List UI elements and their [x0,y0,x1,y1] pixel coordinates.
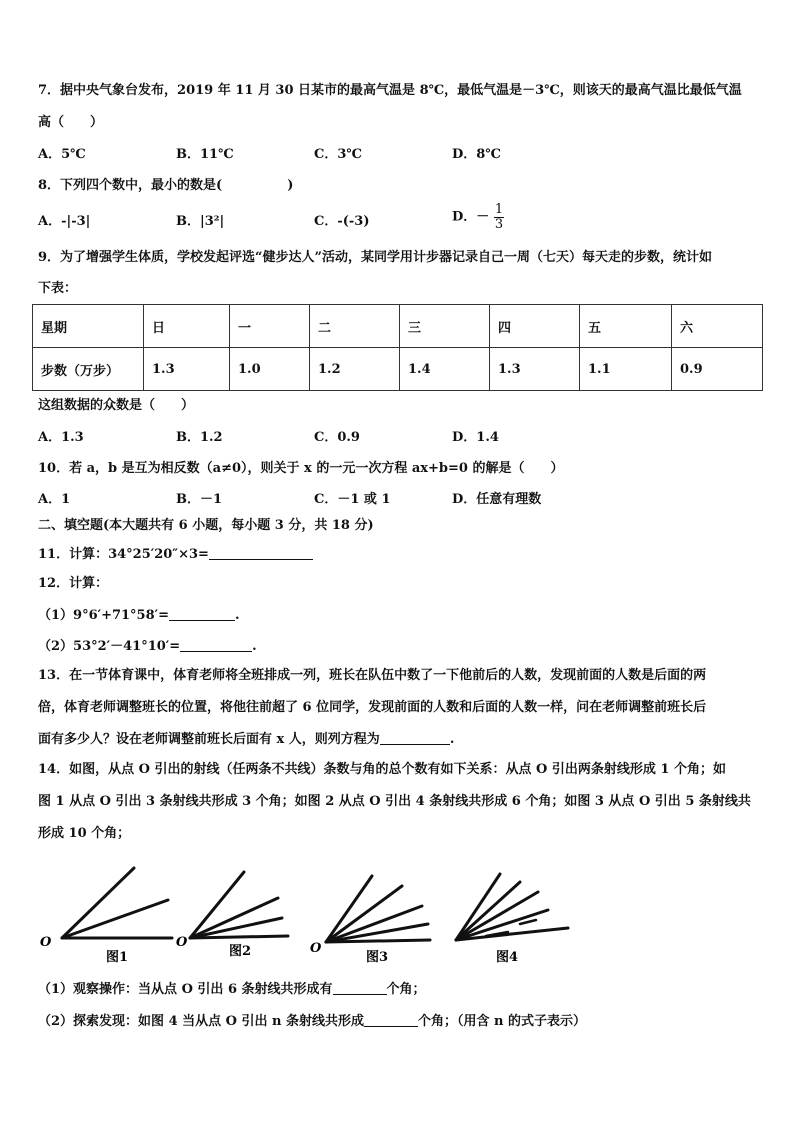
q7-option-b: B．11℃ [176,147,234,162]
section-heading-fill-blank: 二、填空题(本大题共有 6 小题，每小题 3 分，共 18 分) [38,518,374,533]
table-cell: 星期 [33,305,144,348]
q8-option-a: A．-|-3| [38,214,91,229]
table-cell: 1.3 [144,348,230,391]
q8-stem: 8．下列四个数中，最小的数是( ) [38,178,294,193]
q9-stem-line2: 下表： [38,281,78,296]
table-cell: 三 [400,305,490,348]
answer-blank[interactable] [209,545,313,560]
origin-label: O [176,935,188,950]
answer-blank[interactable] [380,730,450,745]
table-cell: 日 [144,305,230,348]
figure-1 [62,868,172,938]
q10-option-b: B．－1 [176,492,223,507]
table-cell: 1.4 [400,348,490,391]
period: . [234,608,240,623]
origin-label: O [40,935,52,950]
answer-blank[interactable] [180,637,252,652]
q14-sub2-text: （2）探索发现：如图 4 当从点 O 引出 n 条射线共形成 [38,1014,365,1029]
answer-blank[interactable] [333,980,387,995]
q8-option-c: C．-(-3) [314,214,370,229]
q10-option-d: D．任意有理数 [452,492,542,507]
q10-stem: 10．若 a，b 是互为相反数（a≠0），则关于 x 的一元一次方程 ax+b=0 的解是（ ） [38,461,564,476]
q9-option-a: A．1.3 [38,430,84,445]
period: . [252,639,257,654]
q9-option-c: C．0.9 [314,430,360,445]
q7-option-c: C．3℃ [314,147,362,162]
table-cell: 四 [490,305,580,348]
figure-3 [326,876,430,942]
table-cell: 一 [230,305,310,348]
q13-stem-line3 [38,730,454,749]
q14-sub2-end: 个角；（用含 n 的式子表示） [418,1014,587,1029]
q9-stem-line1: 9．为了增强学生体质，学校发起评选“健步达人”活动，某同学用计步器记录自己一周（七天）每天走的步数，统计如 [38,250,713,265]
figure-2 [190,872,288,938]
q13-stem-line1: 13．在一节体育课中，体育老师将全班排成一列，班长在队伍中数了一下他前后的人数，发现前面的人数是后面的两 [38,668,707,683]
table-cell: 1.1 [580,348,672,391]
table-row [33,348,763,391]
table-cell: 1.3 [490,348,580,391]
q12-part2 [38,637,257,656]
q14-stem-line3: 形成 10 个角； [38,826,131,841]
table-cell: 1.0 [230,348,310,391]
q12-part1 [38,606,240,625]
q13-line3-text: 面有多少人？设在老师调整前班长后面有 x 人，则列方程为 [38,732,380,747]
q7-stem-line2: 高（ ） [38,115,104,130]
fraction-numerator: 1 [494,202,504,217]
table-cell: 1.2 [310,348,400,391]
q13-stem-line2: 倍，体育老师调整班长的位置，将他往前超了 6 位同学，发现前面的人数和后面的人数一样，问在老师调整前班长后 [38,700,707,715]
table-cell: 六 [672,305,763,348]
figure-3-label: 图3 [366,950,389,965]
q8-option-d-fraction [494,203,504,232]
q7-option-a: A．5℃ [38,147,86,162]
figure-4-label: 图4 [496,950,519,965]
q10-option-a: A．1 [38,492,71,507]
q14-sub2 [38,1012,586,1031]
figure-4 [456,874,568,940]
table-cell: 0.9 [672,348,763,391]
q12-stem: 12．计算： [38,576,109,591]
answer-blank[interactable] [169,606,235,621]
figure-2-label: 图2 [229,944,252,959]
q14-sub1-end: 个角； [386,982,426,997]
origin-label: O [310,941,322,956]
period: . [449,732,455,747]
q9-option-d: D．1.4 [452,430,499,445]
table-header-row [33,305,763,348]
table-cell: 五 [580,305,672,348]
q11-text: 11．计算：34°25′20″×3= [38,547,209,562]
q9-question: 这组数据的众数是（ ） [38,398,195,413]
ray-figures [0,860,794,970]
q7-option-d: D．8℃ [452,147,501,162]
q9-option-b: B．1.2 [176,430,223,445]
figure-1-label: 图1 [106,950,129,965]
q14-sub1 [38,980,426,999]
table-cell: 二 [310,305,400,348]
answer-blank[interactable] [364,1012,418,1027]
q8-option-d-prefix: D．－ [452,209,490,225]
q8-option-b: B．|3²| [176,214,225,229]
fraction-denominator: 3 [494,217,504,232]
q10-option-c: C．－1 或 1 [314,492,391,507]
q14-stem-line2: 图 1 从点 O 引出 3 条射线共形成 3 个角；如图 2 从点 O 引出 4 条射线共形成 6 个角；如图 3 从点 O 引出 5 条射线共 [38,794,751,809]
table-cell: 步数（万步） [33,348,144,391]
q14-stem-line1: 14．如图，从点 O 引出的射线（任两条不共线）条数与角的总个数有如下关系：从点 O 引出两条射线形成 1 个角；如 [38,762,726,777]
q8-option-d [452,203,504,232]
q12-part2-text: （2）53°2′－41°10′= [38,639,181,654]
q7-stem-line1: 7．据中央气象台发布，2019 年 11 月 30 日某市的最高气温是 8℃，最低气温是－3℃，则该天的最高气温比最低气温 [38,83,742,98]
q12-part1-text: （1）9°6′+71°58′= [38,608,169,623]
q11-stem [38,545,313,564]
steps-table [32,304,763,391]
q14-sub1-text: （1）观察操作：当从点 O 引出 6 条射线共形成有 [38,982,333,997]
